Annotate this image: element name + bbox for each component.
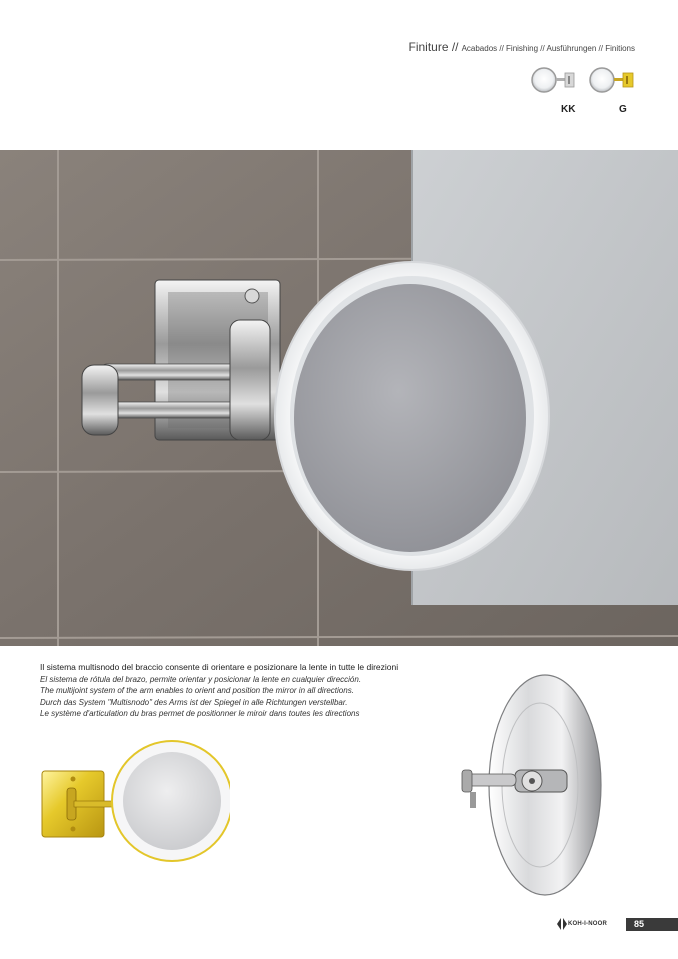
- description-german: Durch das System "Multisnodo" des Arms ist der Spiegel in alle Richtungen verstellbar.: [40, 697, 348, 707]
- finishes-title: [408, 40, 635, 54]
- hero-product-photo: [0, 150, 678, 646]
- brand-logo-icon: [557, 918, 567, 930]
- finish-swatch-gold[interactable]: [585, 66, 641, 94]
- gold-mirror-product-image: [40, 738, 230, 864]
- description-spanish: El sistema de rótula del brazo, permite orientar y posicionar la lente en cualquier dirección.: [40, 674, 362, 684]
- description-english: The multijoint system of the arm enables to orient and position the mirror in all directions.: [40, 686, 354, 695]
- description-italian: Il sistema multisnodo del braccio consente di orientare e posizionare la lente in tutte le direzioni: [40, 662, 399, 672]
- description-french: Le système d'articulation du bras permet de positionner le miroir dans toutes les directions: [40, 709, 360, 718]
- finishes-title-translations: Acabados // Finishing // Ausführungen // Finitions: [461, 44, 635, 53]
- finish-code-kk: KK: [561, 104, 576, 115]
- page-number: 85: [626, 918, 678, 931]
- finish-code-g: G: [619, 104, 627, 115]
- product-description: [40, 662, 460, 720]
- finish-swatch-chrome[interactable]: [527, 66, 583, 94]
- mirror-back-view-image: [460, 668, 605, 900]
- finishes-title-main: Finiture //: [408, 40, 459, 54]
- brand-name: KOH-I-NOOR: [568, 921, 607, 927]
